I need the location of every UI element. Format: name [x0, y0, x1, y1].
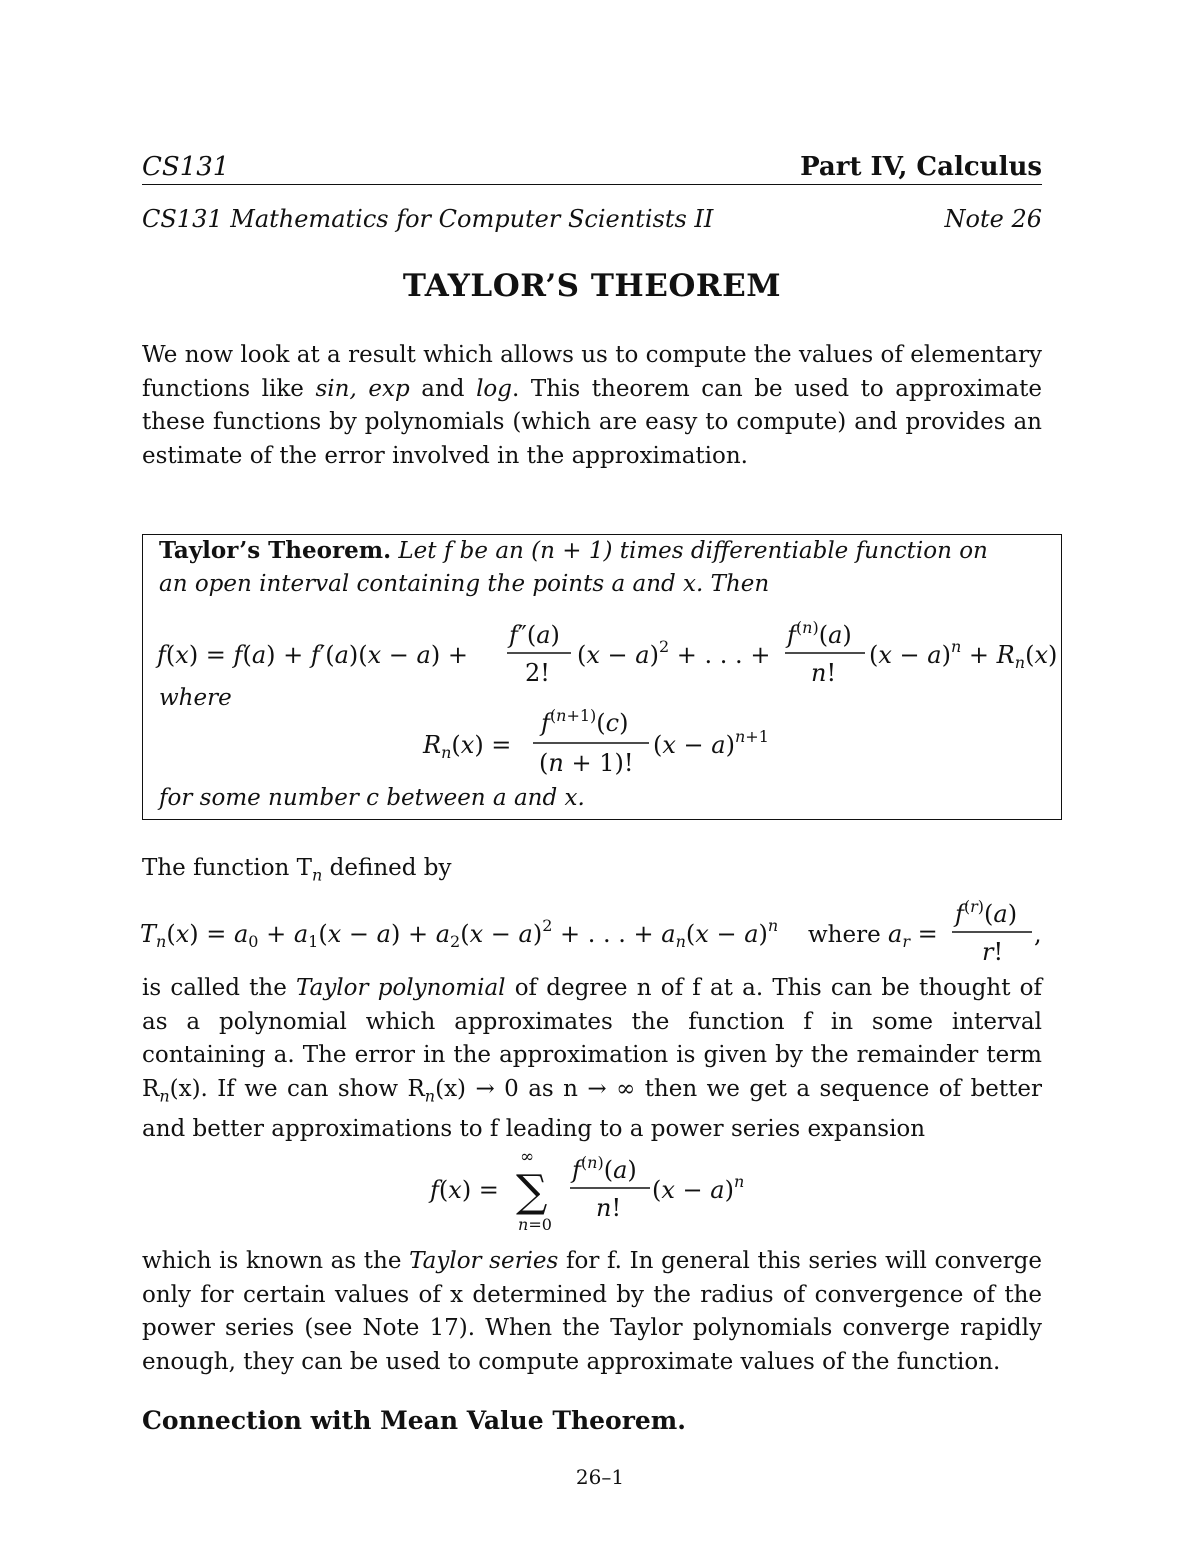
taylor-polynomial-formula — [140, 892, 1050, 972]
section-heading: Connection with Mean Value Theorem. — [142, 1406, 686, 1435]
svg-text:f″(a): f″(a) — [509, 621, 560, 649]
note-number: Note 26 — [944, 205, 1042, 233]
svg-text:(x − a)n: $(x - a)^n$ — [652, 1172, 745, 1204]
svg-text:(n + 1)!: (n + 1)! — [539, 749, 634, 777]
svg-text:Rn(x) =: $R_n(x)$ = — [423, 731, 512, 762]
svg-text:2!: 2! — [525, 659, 550, 687]
svg-text:(x − a)n+1: $(x - a)^{n+1}$ — [653, 727, 769, 759]
svg-text:n=0: n=0 — [518, 1215, 552, 1234]
theorem-statement-1: Let f be an (n + 1) times differentiable function on — [398, 538, 988, 564]
after-poly-text-4: (x) → 0 as n → ∞ then we get a sequence of better and better approximations to f leading to a power series expansion — [142, 1075, 1042, 1142]
intro-paragraph — [142, 339, 1042, 473]
svg-text:f(n)(a): f(n)(a) — [787, 618, 852, 649]
after-series-text-2: for f. In general this series will converge only for certain values of x determined by the radius of convergence of the power series (see Note 17). When the Taylor polynomials converge rapidly enough, they can be used to compute approximate values of the function. — [142, 1248, 1043, 1375]
page-number: 26–1 — [575, 1465, 625, 1489]
svg-text:f(n+1)(c): f(n+1)(c) — [541, 706, 629, 737]
svg-text:(x − a)2 + . . . +: $(x - a)^2$ + . . . + — [577, 637, 771, 669]
taylor-poly-intro — [142, 852, 1042, 892]
taylor-series-formula — [430, 1146, 770, 1242]
svg-text:∑: ∑ — [516, 1166, 548, 1217]
poly-where-label: where — [808, 922, 881, 948]
svg-text:,: , — [1034, 920, 1042, 948]
svg-text:∞: ∞ — [520, 1147, 535, 1167]
intro-text-2 — [357, 376, 369, 402]
svg-text:f(r)(a): f(r)(a) — [955, 897, 1018, 928]
taylor-poly-sub: n — [312, 865, 323, 885]
intro-exp: exp — [368, 375, 410, 402]
sub-n-1: n — [159, 1086, 170, 1106]
svg-text:f(x) =: f(x) = — [430, 1176, 499, 1204]
remainder-formula — [423, 701, 843, 785]
svg-text:n!: n! — [811, 659, 837, 687]
taylor-poly-intro-text: The function T — [142, 855, 313, 881]
taylor-poly-intro-end: defined by — [322, 855, 452, 881]
after-poly-text-2: of degree n of f at a. This can be thought of as a polynomial which approximates the function f in some interval containing a. The error in the approximation is given by the remainder term R — [142, 975, 1042, 1102]
course-code: CS131 — [142, 152, 230, 182]
part-title: Part IV, Calculus — [800, 152, 1042, 182]
intro-log: log — [476, 375, 512, 402]
intro-text-3: and — [409, 375, 477, 402]
after-poly-text-1: is called the — [142, 975, 297, 1001]
intro-text-1: We now look at a result which allows us to compute the values of elementary functions like — [142, 342, 1042, 402]
note-subhead — [142, 203, 1042, 239]
after-poly-text-3: (x). If we can show R — [169, 1075, 425, 1102]
theorem-name: Taylor’s Theorem. — [159, 537, 392, 564]
theorem-box — [142, 534, 1062, 820]
taylor-poly-explanation — [142, 972, 1042, 1146]
svg-text:ar =: $a_r$ = — [888, 920, 938, 951]
term-taylor-polynomial: Taylor polynomial — [296, 975, 506, 1001]
sub-n-2: n — [424, 1086, 436, 1106]
taylor-expansion-formula — [157, 613, 1057, 693]
svg-text:Tn(x) = a0 + a1(x − a) + a2(x: $T_n(x) = a_0 + a_1(x - a) + a_2(x - a)^2$ + . . . + $a_n(x - a)^n$ — [140, 916, 779, 951]
theorem-line-2: an open interval containing the points a and x. Then — [159, 571, 770, 597]
taylor-series-paragraph — [142, 1245, 1042, 1379]
svg-text:r!: r! — [982, 938, 1004, 966]
svg-text:f(n)(a): f(n)(a) — [572, 1153, 637, 1184]
intro-sin: sin, — [315, 375, 357, 402]
svg-text:(x − a)n + Rn(x): $(x - a)^n + R_n(x)$ — [869, 637, 1058, 672]
svg-text:f(x) = f(a) + f′(a)(x − a) +: f(x) = f(a) + f′(a)(x − a) + — [157, 641, 468, 669]
term-taylor-series: Taylor series — [409, 1248, 559, 1274]
theorem-closing: for some number c between a and x. — [159, 785, 585, 811]
intro-text-4: . This theorem can be used to approximate these functions by polynomials (which are easy to compute) and provides an estimate of the error involved in the approximation. — [142, 375, 1043, 469]
course-title: CS131 Mathematics for Computer Scientists II — [142, 205, 714, 233]
svg-text:n!: n! — [596, 1194, 622, 1222]
theorem-line-1 — [159, 537, 988, 564]
where-label: where — [159, 685, 232, 711]
page-title: TAYLOR’S THEOREM — [402, 268, 782, 304]
after-series-text-1: which is known as the — [142, 1248, 410, 1274]
running-head — [142, 150, 1042, 185]
